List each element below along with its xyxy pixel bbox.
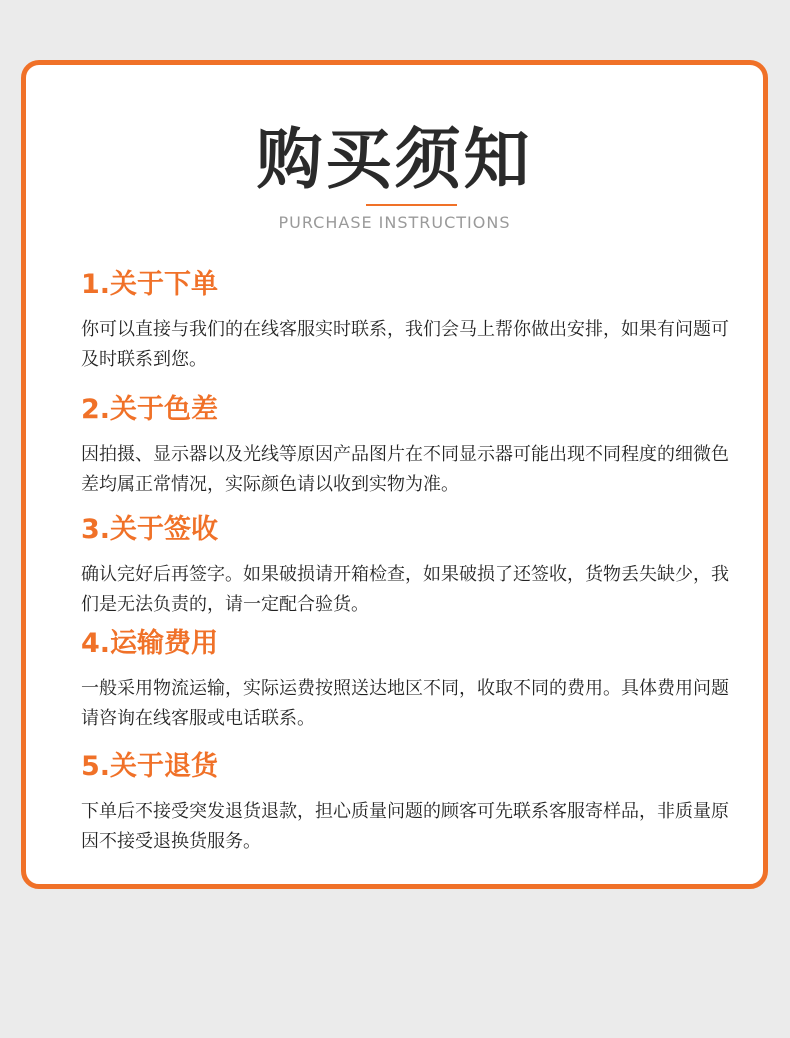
section-heading: 2.关于色差: [81, 394, 219, 425]
page-title: 购买须知: [256, 121, 533, 198]
section-body: 你可以直接与我们的在线客服实时联系，我们会马上帮你做出安排，如果有问题可及时联系到您。: [81, 319, 729, 370]
purchase-instructions-card: [21, 60, 768, 889]
section-heading: 3.关于签收: [81, 514, 219, 545]
section-ordering: [81, 268, 731, 375]
section-returns: [81, 750, 731, 857]
section-color-difference: [81, 393, 731, 500]
section-signing: [81, 513, 731, 620]
title-underline-divider: [366, 204, 457, 206]
section-body: 下单后不接受突发退货退款，担心质量问题的顾客可先联系客服寄样品，非质量原因不接受退换货服务。: [81, 801, 729, 852]
page-subtitle: PURCHASE INSTRUCTIONS: [278, 213, 511, 232]
section-body: 因拍摄、显示器以及光线等原因产品图片在不同显示器可能出现不同程度的细微色差均属正常情况，实际颜色请以收到实物为准。: [81, 444, 729, 495]
section-heading: 5.关于退货: [81, 751, 219, 782]
section-body: 一般采用物流运输，实际运费按照送达地区不同，收取不同的费用。具体费用问题请咨询在线客服或电话联系。: [81, 678, 729, 729]
section-heading: 1.关于下单: [81, 269, 219, 300]
section-body: 确认完好后再签字。如果破损请开箱检查，如果破损了还签收，货物丢失缺少，我们是无法负责的，请一定配合验货。: [81, 564, 729, 615]
section-heading: 4.运输费用: [81, 628, 219, 659]
section-shipping-fees: [81, 627, 731, 734]
